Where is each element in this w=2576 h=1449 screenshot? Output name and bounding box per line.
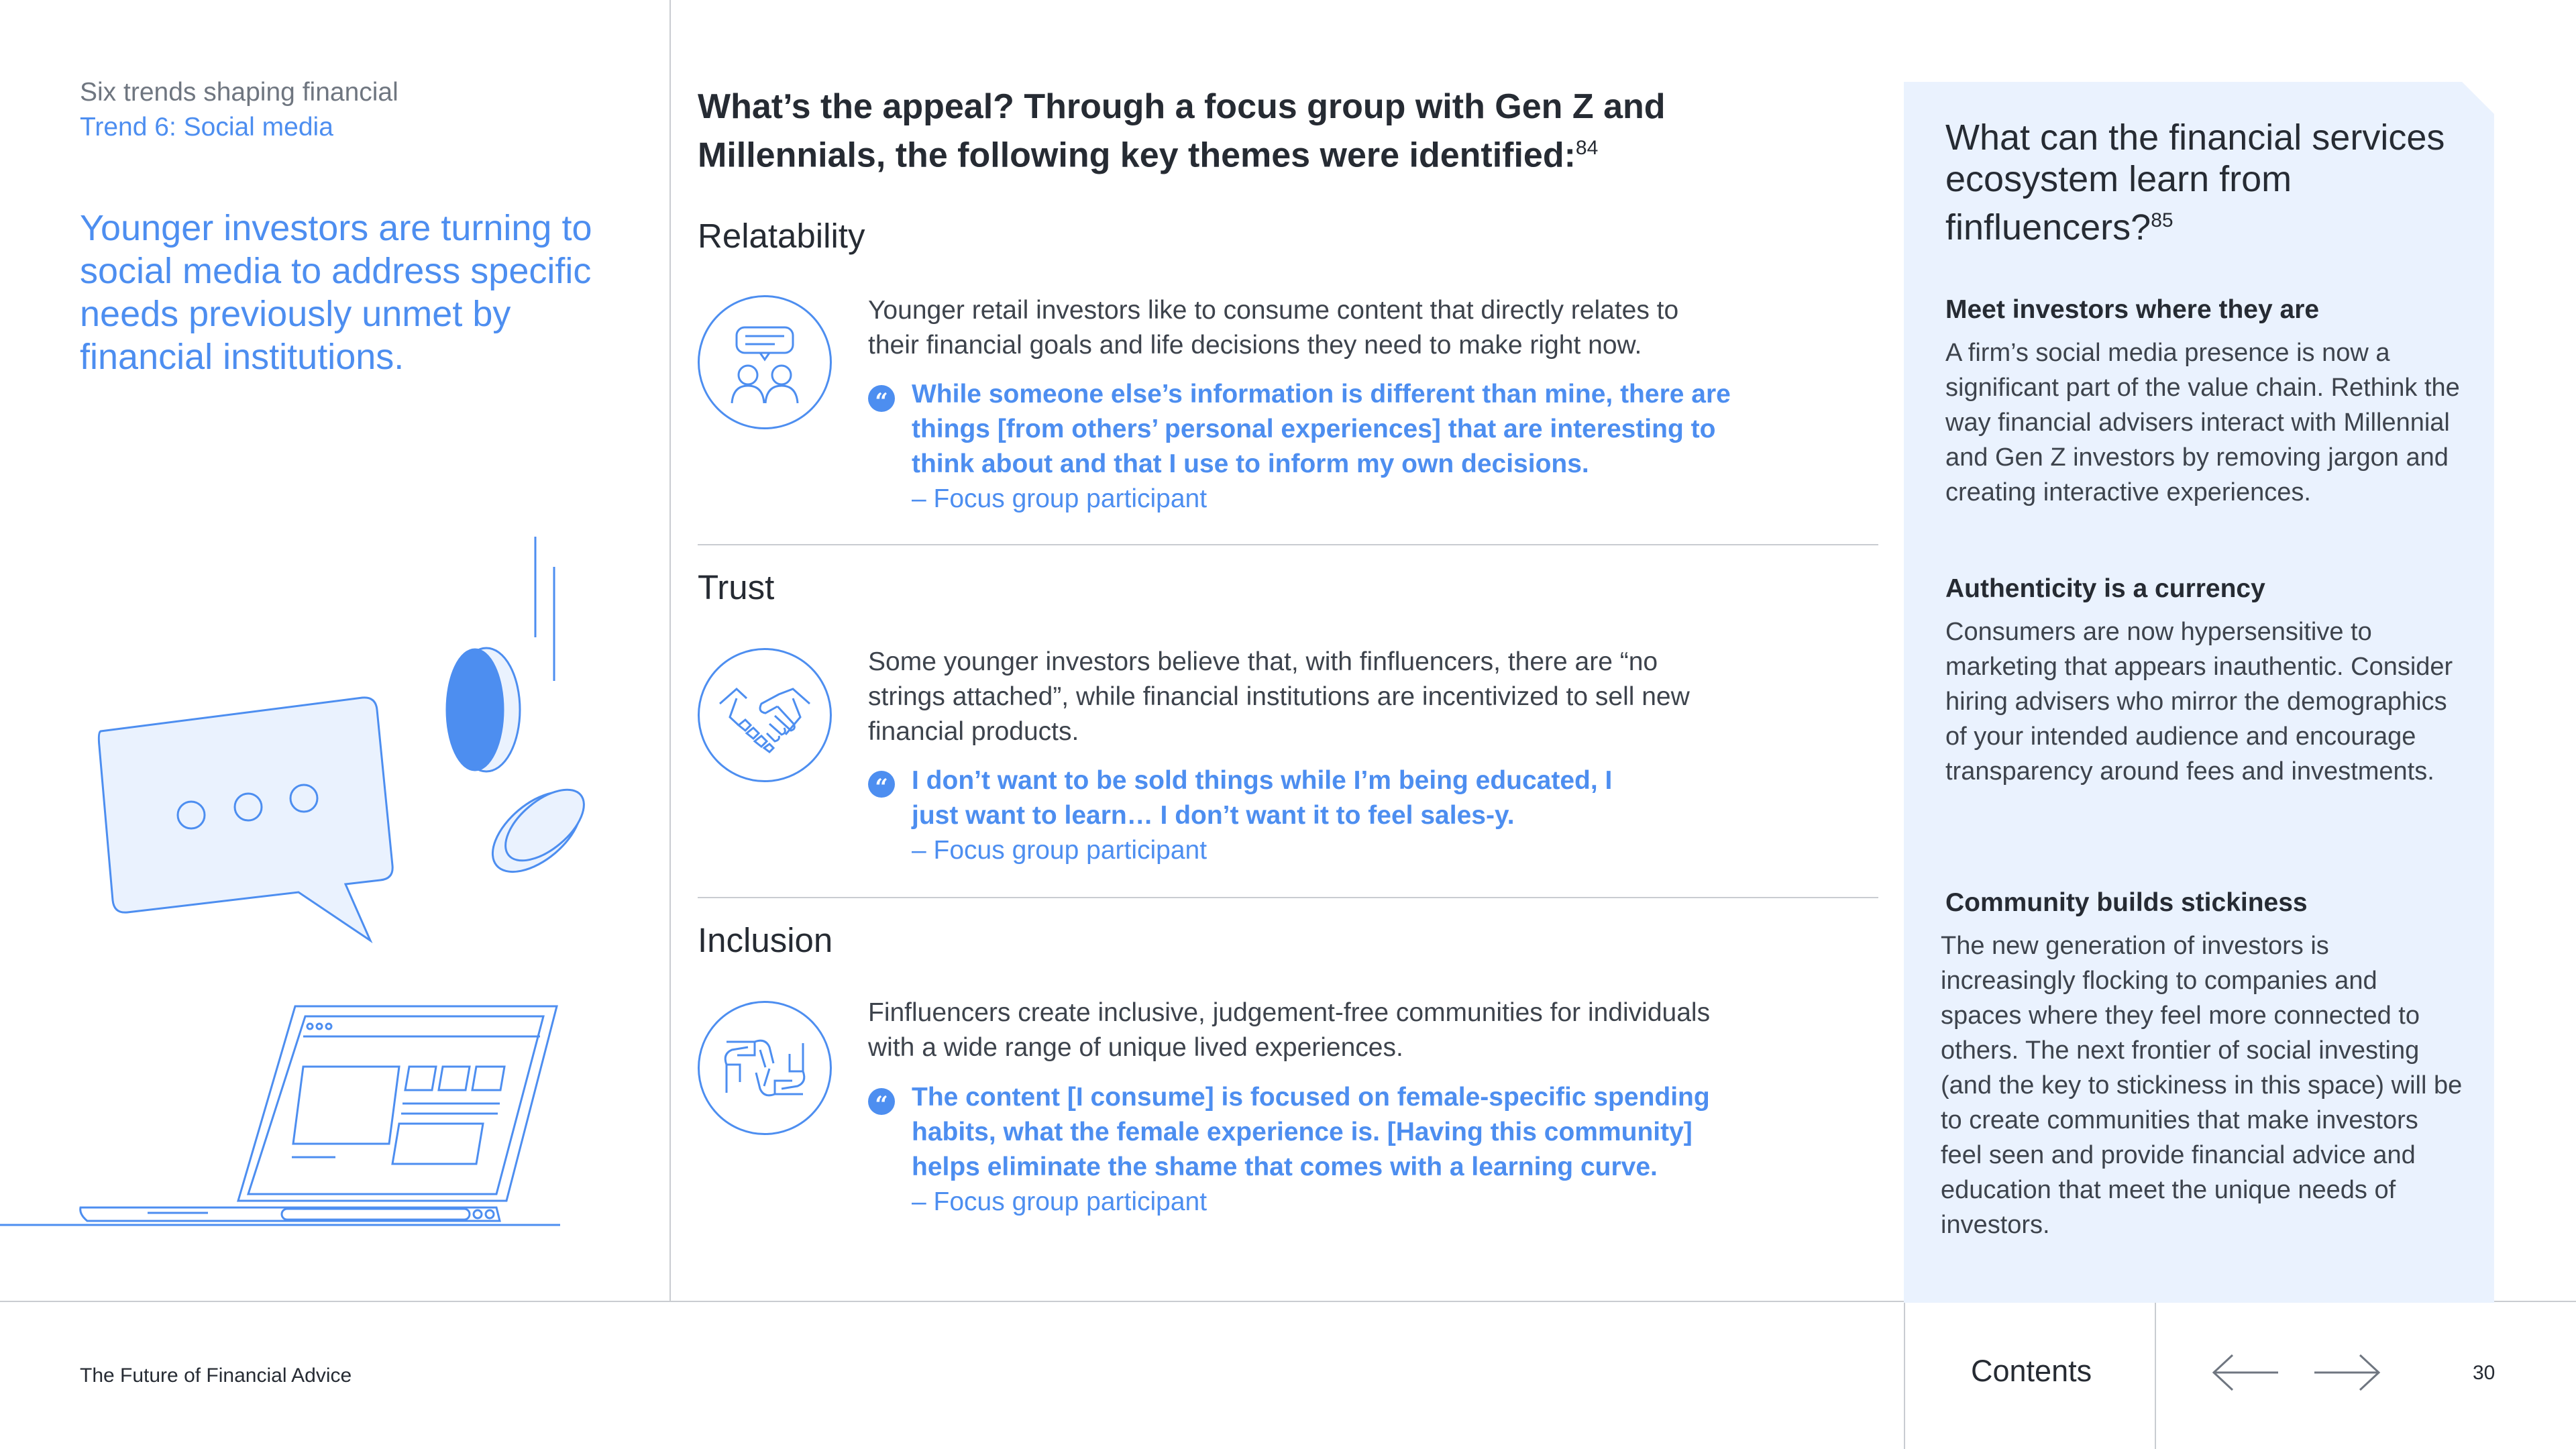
laptop-icon — [0, 1006, 560, 1225]
quote-attribution-relatability: – Focus group participant — [912, 484, 1208, 513]
linked-hands-icon — [698, 1001, 832, 1135]
panel-heading-community: Community builds stickiness — [1945, 888, 2308, 917]
panel-heading-meet-investors: Meet investors where they are — [1945, 295, 2320, 324]
chat-people-icon — [698, 295, 832, 429]
arrow-left-icon[interactable] — [2211, 1352, 2281, 1393]
quote-trust: I don’t want to be sold things while I’m being educated, I just want to learn… I don’t want it to feel sales-y. — [912, 766, 1613, 830]
lead-statement: Younger investors are turning to social media to address specific needs previously unmet by financial institutions. — [80, 208, 592, 377]
themes-title-text: What’s the appeal? Through a focus group with Gen Z and Millennials, the following key themes were identified: — [698, 87, 1666, 175]
arrow-right-icon[interactable] — [2312, 1352, 2381, 1393]
left-column-divider — [669, 0, 671, 1301]
footer-contents-divider-left — [1904, 1301, 1905, 1449]
theme-divider — [698, 544, 1878, 545]
quote-inclusion: The content [I consume] is focused on female-specific spending habits, what the female experience is. [Having this community] helps eliminate the shame that comes with a learning curve. — [912, 1083, 1710, 1181]
themes-title — [698, 86, 1851, 176]
panel-text-meet-investors: A firm’s social media presence is now a significant part of the value chain. Rethink the way financial advisers interact with Millennial and Gen Z investors by removing jargon and creating interactive experiences. — [1945, 339, 2460, 506]
social-media-illustration — [0, 530, 604, 1234]
quote-attribution-inclusion: – Focus group participant — [912, 1187, 1208, 1216]
panel-text-community: The new generation of investors is increasingly flocking to companies and spaces where they feel more connected to others. The next frontier of social investing (and the key to stickiness in this space) will be to create communities that make investors feel seen and provide financial advice and education that meet the unique needs of investors. — [1941, 932, 2463, 1239]
panel-title-footnote[interactable]: 85 — [2151, 209, 2174, 231]
report-kicker: Six trends shaping financial — [80, 78, 398, 107]
coin-icon — [447, 648, 520, 771]
theme-heading-relatability: Relatability — [698, 217, 865, 255]
panel-text-authenticity: Consumers are now hypersensitive to marketing that appears inauthentic. Consider hiring advisers who mirror the demographics of your intended audience and encourage transparency around fees and investments. — [1945, 618, 2453, 786]
theme-heading-inclusion: Inclusion — [698, 921, 833, 959]
theme-heading-trust: Trust — [698, 568, 775, 606]
quote-icon: “ — [868, 771, 895, 798]
quote-icon: “ — [868, 1088, 895, 1115]
page-number: 30 — [2473, 1362, 2496, 1384]
themes-title-footnote[interactable]: 84 — [1575, 137, 1599, 159]
footer-contents-divider-right — [2155, 1301, 2156, 1449]
quote-attribution-trust: – Focus group participant — [912, 836, 1208, 865]
panel-heading-authenticity: Authenticity is a currency — [1945, 574, 2265, 603]
panel-title-text: What can the financial services ecosystem learn from finfluencers? — [1945, 117, 2445, 248]
panel-title — [1945, 117, 2469, 248]
section-label[interactable]: Trend 6: Social media — [80, 113, 333, 142]
handshake-icon — [698, 648, 832, 782]
coin-icon-2 — [478, 776, 596, 887]
theme-body-trust: Some younger investors believe that, with finfluencers, there are “no strings attached”, while financial institutions are incentivized to sell new financial products. — [868, 647, 1690, 746]
chat-bubble-icon — [99, 698, 392, 941]
theme-body-relatability: Younger retail investors like to consume content that directly relates to their financial goals and life decisions they need to make right now. — [868, 296, 1679, 360]
quote-icon: “ — [868, 385, 895, 412]
theme-divider — [698, 897, 1878, 898]
contents-link[interactable]: Contents — [1971, 1354, 2092, 1388]
footer-report-title: The Future of Financial Advice — [80, 1364, 352, 1387]
theme-body-inclusion: Finfluencers create inclusive, judgement-free communities for individuals with a wide range of unique lived experiences. — [868, 998, 1711, 1062]
quote-relatability: While someone else’s information is different than mine, there are things [from others’ personal experiences] that are interesting to think about and that I use to inform my own decisions. — [912, 380, 1731, 478]
